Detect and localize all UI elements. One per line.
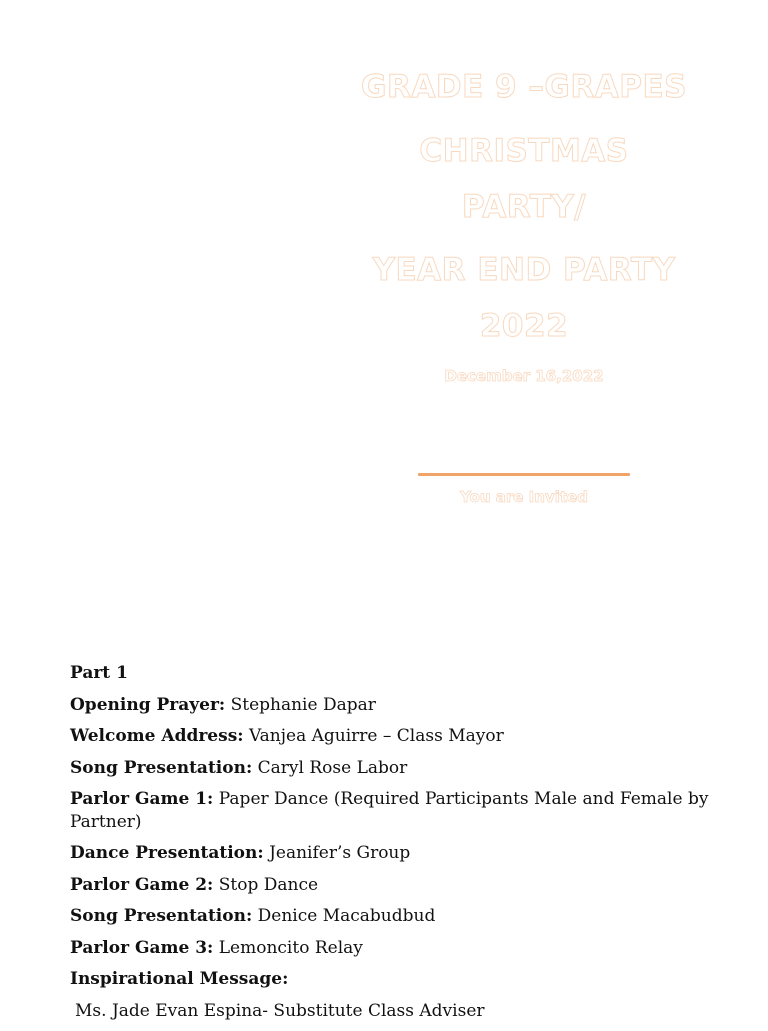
title-line-christmas: CHRISTMAS — [419, 133, 629, 169]
title-line-party: PARTY/ — [461, 189, 587, 225]
item-label: Dance Presentation: — [70, 843, 264, 863]
program-part-heading — [70, 662, 710, 684]
invite-text: You are Invited — [460, 488, 588, 506]
item-label: Parlor Game 3: — [70, 937, 214, 958]
item-label: Song Presentation: — [70, 906, 253, 926]
item-label: Inspirational Message: — [70, 969, 289, 989]
program-item — [70, 905, 710, 927]
item-label: Song Presentation: — [70, 757, 253, 778]
part-label: Part 1 — [70, 663, 128, 683]
item-value: Jeanifer’s Group — [263, 843, 411, 863]
item-value: Stop Dance — [213, 874, 319, 895]
divider-line — [418, 473, 630, 476]
item-label: Opening Prayer: — [70, 694, 226, 715]
program-item — [70, 937, 710, 959]
program-item — [70, 968, 710, 990]
program-item — [70, 757, 710, 779]
item-value: Caryl Rose Labor — [252, 757, 408, 778]
speaker-line: Ms. Jade Evan Espina- Substitute Class Adviser — [75, 1000, 485, 1021]
item-value: Denice Macabudbud — [252, 906, 436, 926]
program-item — [70, 842, 710, 864]
item-value: Stephanie Dapar — [225, 694, 376, 715]
event-date: December 16,2022 — [444, 367, 604, 385]
item-value: Lemoncito Relay — [213, 937, 363, 958]
title-line-year-end: YEAR END PARTY — [372, 252, 676, 288]
title-line-year: 2022 — [479, 308, 569, 344]
item-label: Parlor Game 2: — [70, 874, 214, 895]
item-value: Paper Dance (Required Participants Male and Female by Partner) — [70, 789, 709, 832]
item-value: Vanjea Aguirre – Class Mayor — [243, 726, 504, 746]
program-item — [70, 694, 710, 716]
program-list — [70, 662, 710, 1031]
program-item — [70, 874, 710, 896]
program-item — [70, 725, 710, 747]
title-line-grade: GRADE 9 –GRAPES — [361, 69, 687, 105]
item-label: Parlor Game 1: — [70, 789, 214, 809]
program-item — [70, 788, 710, 834]
item-label: Welcome Address: — [70, 726, 244, 746]
